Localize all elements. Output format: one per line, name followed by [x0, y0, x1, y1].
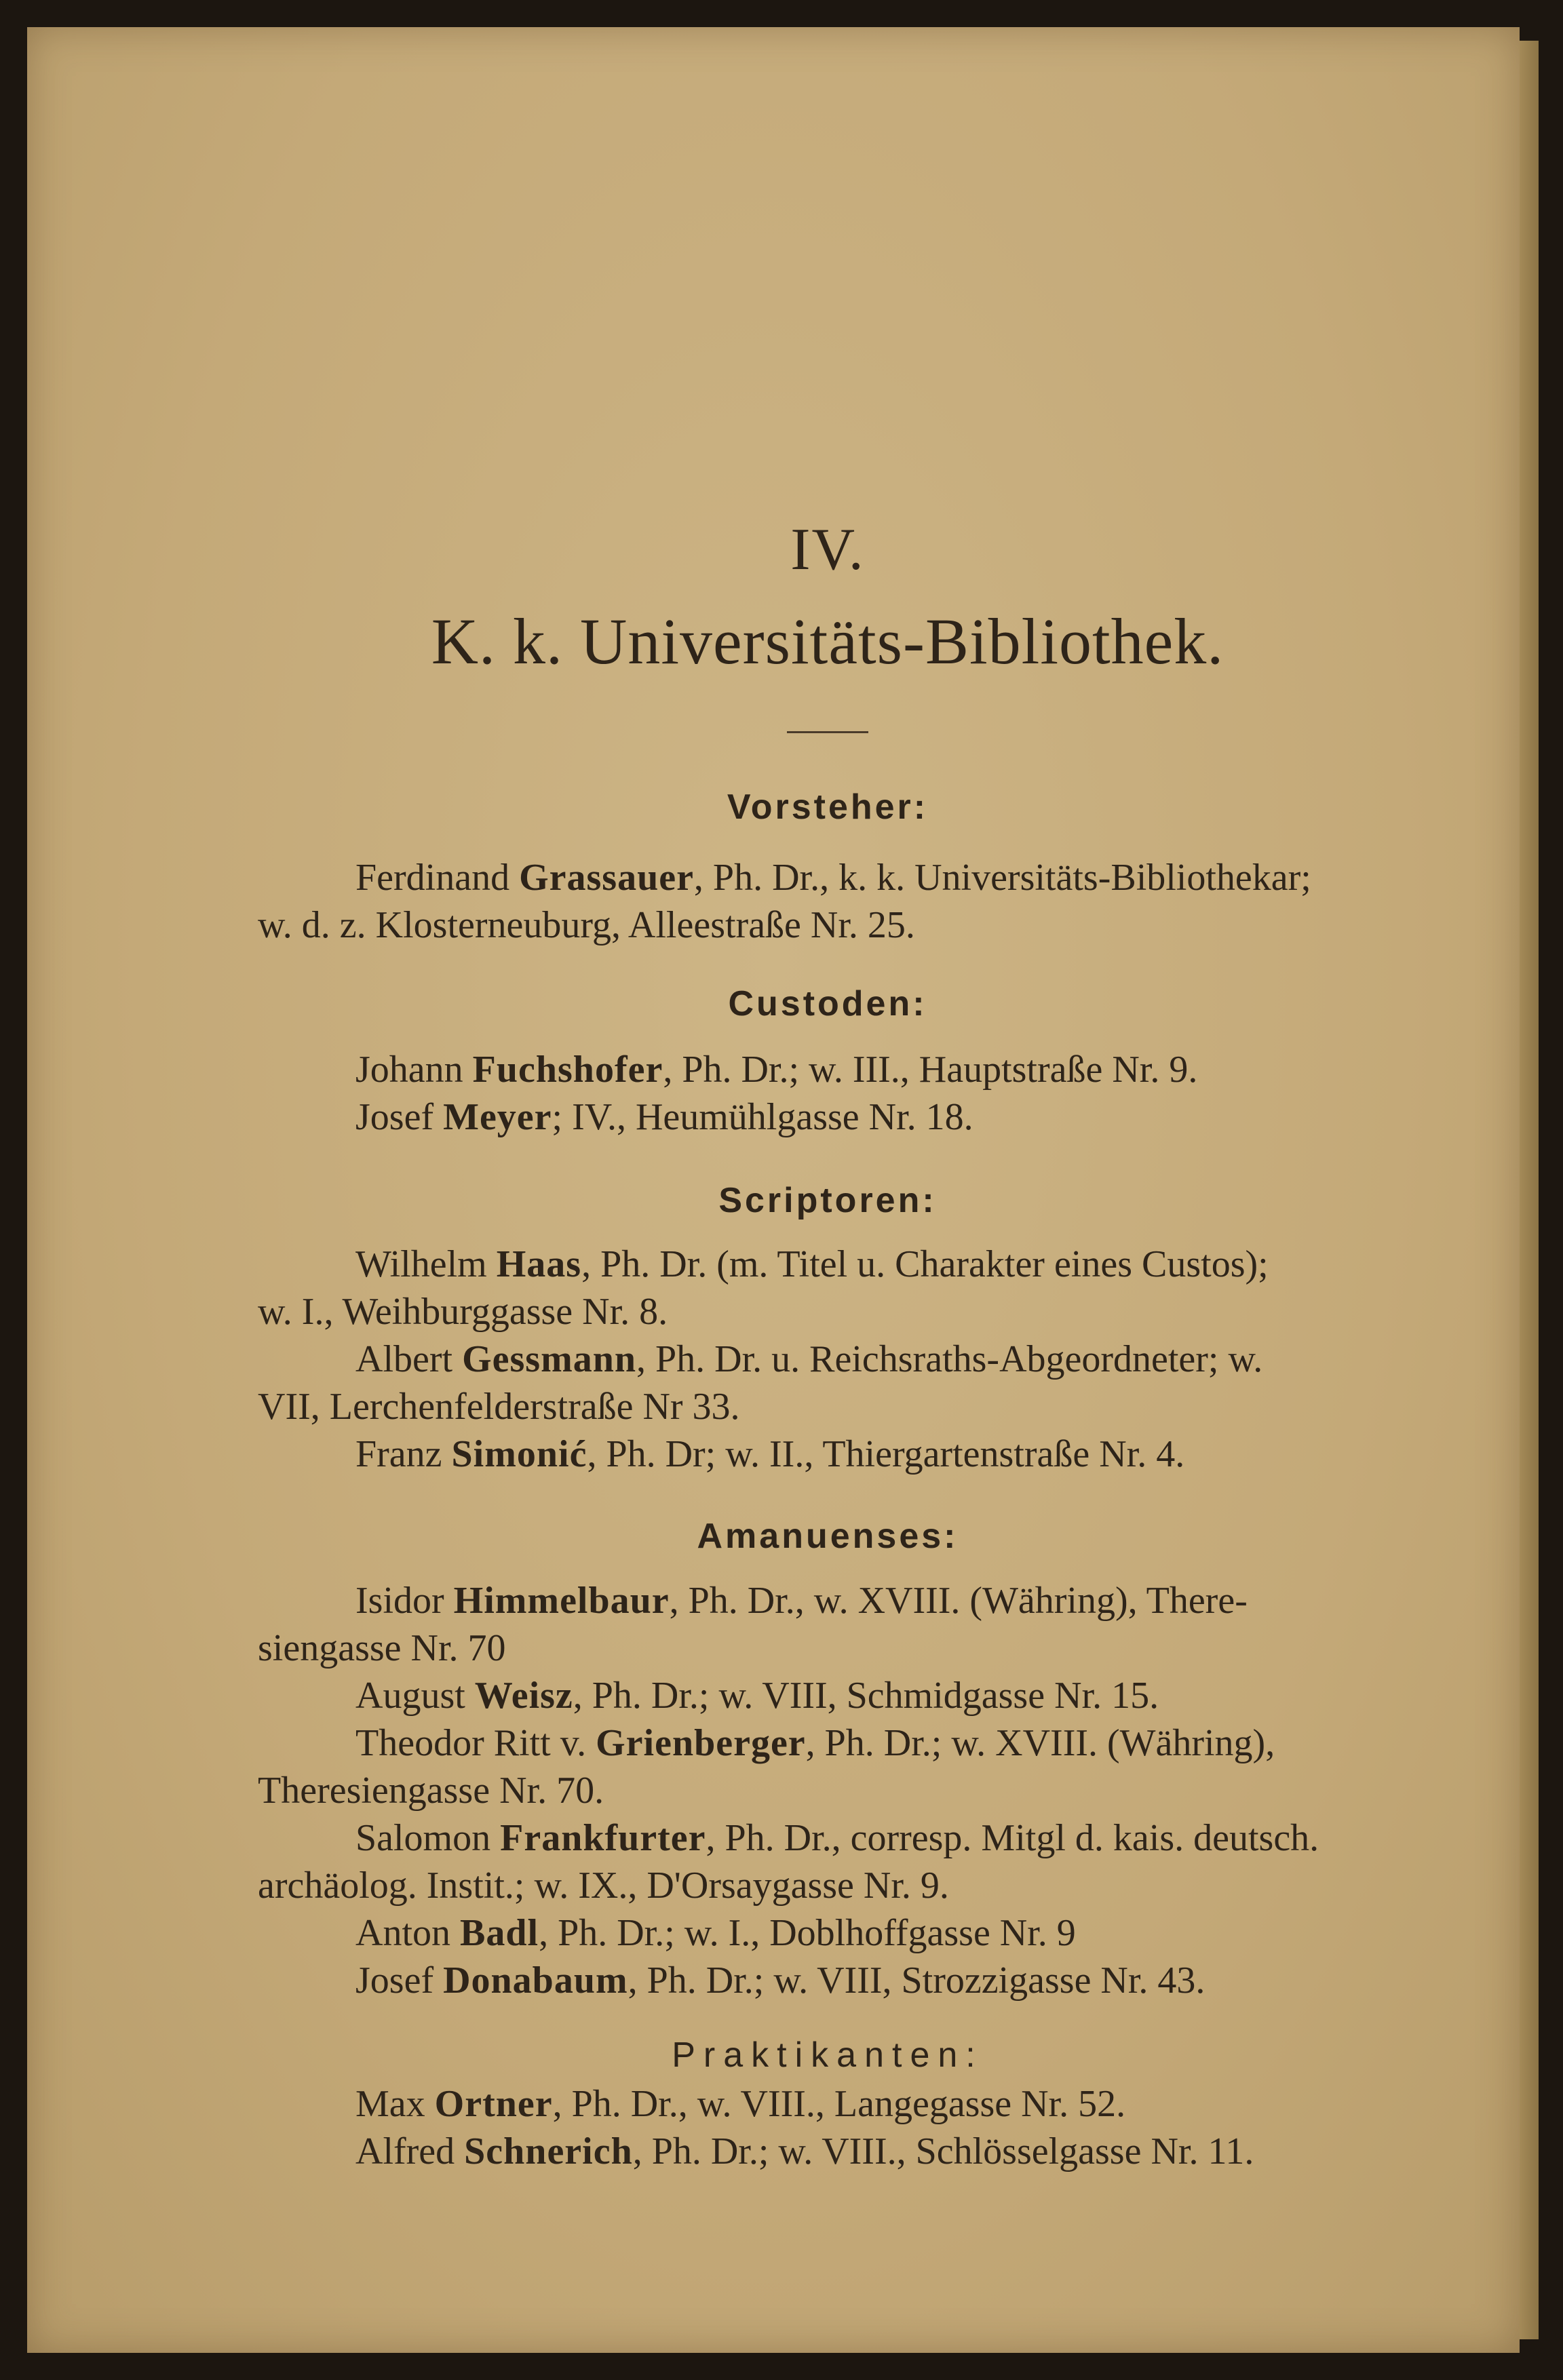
- page-title: K. k. Universitäts-Bibliothek.: [431, 605, 1224, 678]
- entry-line: Wilhelm Haas, Ph. Dr. (m. Titel u. Charakter eines Custos);: [355, 1243, 1269, 1285]
- entry-line: Josef Meyer; IV., Heumühlgasse Nr. 18.: [355, 1096, 973, 1138]
- section-heading-custoden: Custoden:: [728, 984, 927, 1023]
- section-heading-amanuenses: Amanuenses:: [697, 1517, 959, 1556]
- entry-line: Johann Fuchshofer, Ph. Dr.; w. III., Hauptstraße Nr. 9.: [355, 1049, 1198, 1091]
- entry-line: Max Ortner, Ph. Dr., w. VIII., Langegasse Nr. 52.: [355, 2083, 1126, 2125]
- title-divider: [787, 731, 868, 733]
- entry-line: Albert Gessmann, Ph. Dr. u. Reichsraths-Abgeordneter; w.: [355, 1338, 1263, 1380]
- entry-line: Theresiengasse Nr. 70.: [258, 1770, 604, 1812]
- entry-line: VII, Lerchenfelderstraße Nr 33.: [258, 1386, 740, 1428]
- entry-line: Isidor Himmelbaur, Ph. Dr., w. XVIII. (Währing), There-: [355, 1580, 1248, 1622]
- entry-line: Ferdinand Grassauer, Ph. Dr., k. k. Universitäts-Bibliothekar;: [355, 857, 1311, 899]
- entry-line: w. d. z. Klosterneuburg, Alleestraße Nr. 25.: [258, 904, 915, 946]
- entry-line: siengasse Nr. 70: [258, 1627, 506, 1669]
- entry-line: w. I., Weihburggasse Nr. 8.: [258, 1291, 668, 1333]
- entry-line: archäolog. Instit.; w. IX., D'Orsaygasse Nr. 9.: [258, 1865, 949, 1907]
- section-heading-scriptoren: Scriptoren:: [718, 1181, 937, 1220]
- section-heading-praktikanten: Praktikanten:: [672, 2035, 984, 2075]
- entry-line: August Weisz, Ph. Dr.; w. VIII, Schmidgasse Nr. 15.: [355, 1675, 1159, 1717]
- entry-line: Theodor Ritt v. Grienberger, Ph. Dr.; w. XVIII. (Währing),: [355, 1722, 1275, 1764]
- entry-line: Anton Badl, Ph. Dr.; w. I., Doblhoffgasse Nr. 9: [355, 1912, 1076, 1954]
- book-page: [27, 27, 1520, 2353]
- page-edge: [1520, 41, 1539, 2339]
- entry-line: Alfred Schnerich, Ph. Dr.; w. VIII., Schlösselgasse Nr. 11.: [355, 2130, 1254, 2172]
- entry-line: Salomon Frankfurter, Ph. Dr., corresp. Mitgl d. kais. deutsch.: [355, 1817, 1319, 1859]
- entry-line: Franz Simonić, Ph. Dr; w. II., Thiergartenstraße Nr. 4.: [355, 1433, 1185, 1475]
- section-heading-vorsteher: Vorsteher:: [727, 787, 929, 827]
- entry-line: Josef Donabaum, Ph. Dr.; w. VIII, Strozzigasse Nr. 43.: [355, 1959, 1205, 2002]
- chapter-number: IV.: [790, 517, 865, 583]
